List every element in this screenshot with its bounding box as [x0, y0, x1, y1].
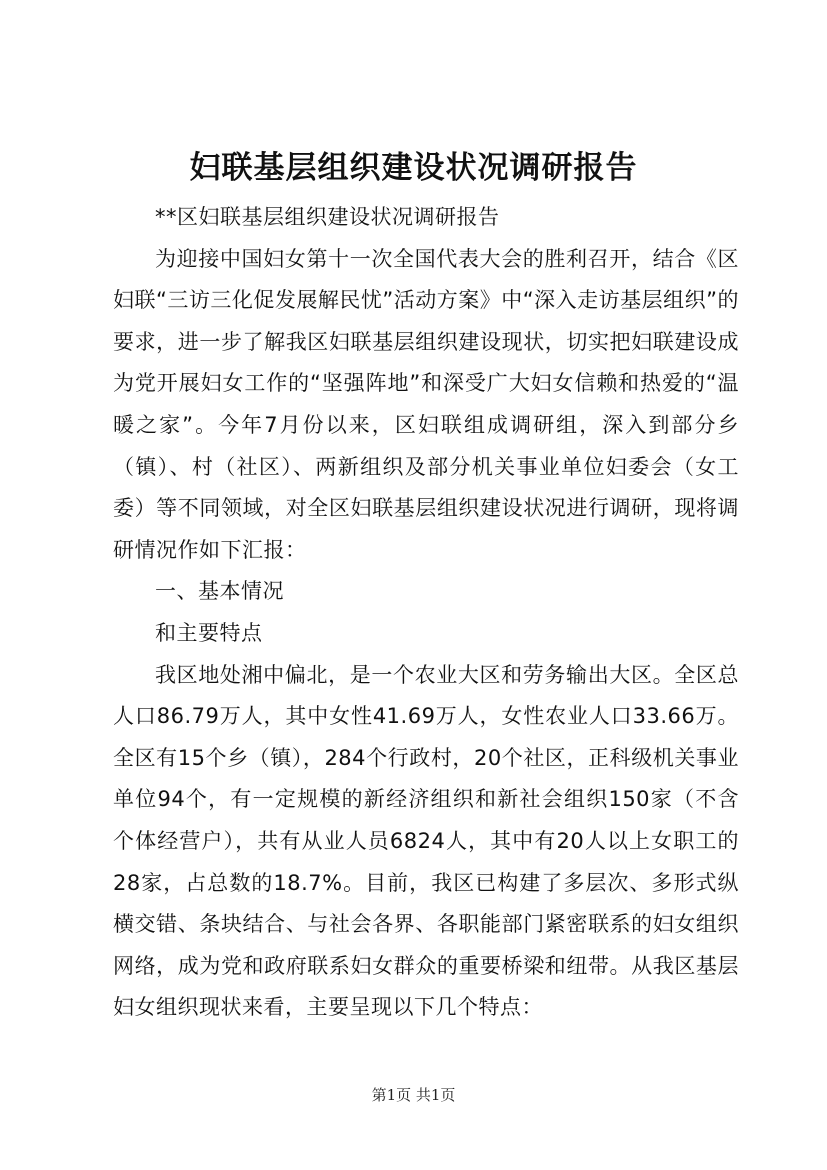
body-paragraph: 我区地处湘中偏北，是一个农业大区和劳务输出大区。全区总人口86.79万人，其中女性41.69万人，女性农业人口33.66万。全区有15个乡（镇），284个行政村，20个社区，正科级机关事业单位94个，有一定规模的新经济组织和新社会组织150家（不含个体经营户），共有从业人员6824人，其中有20人以上女职工的28家，占总数的18.7%。目前，我区已构建了多层次、多形式纵横交错、条块结合、与社会各界、各职能部门紧密联系的妇女组织网络，成为党和政府联系妇女群众的重要桥梁和纽带。从我区基层妇女组织现状来看，主要呈现以下几个特点： — [113, 662, 739, 1020]
section-heading: 一、基本情况 — [155, 579, 284, 604]
intro-paragraph: 为迎接中国妇女第十一次全国代表大会的胜利召开，结合《区妇联“三访三化促发展解民忧”活动方案》中“深入走访基层组织”的要求，进一步了解我区妇联基层组织建设现状，切实把妇联建设成为党开展妇女工作的“坚强阵地”和深受广大妇女信赖和热爱的“温暖之家”。今年7月份以来，区妇联组成调研组，深入到部分乡（镇）、村（社区）、两新组织及部分机关事业单位妇委会（女工委）等不同领域，对全区妇联基层组织建设状况进行调研，现将调研情况作如下汇报： — [113, 246, 740, 562]
page-footer: 第1页 共1页 — [371, 1086, 456, 1104]
section-heading-continued: 和主要特点 — [155, 620, 263, 645]
document-title: 妇联基层组织建设状况调研报告 — [189, 150, 638, 186]
document-body — [113, 197, 739, 1029]
subtitle-paragraph: **区妇联基层组织建设状况调研报告 — [155, 205, 500, 229]
